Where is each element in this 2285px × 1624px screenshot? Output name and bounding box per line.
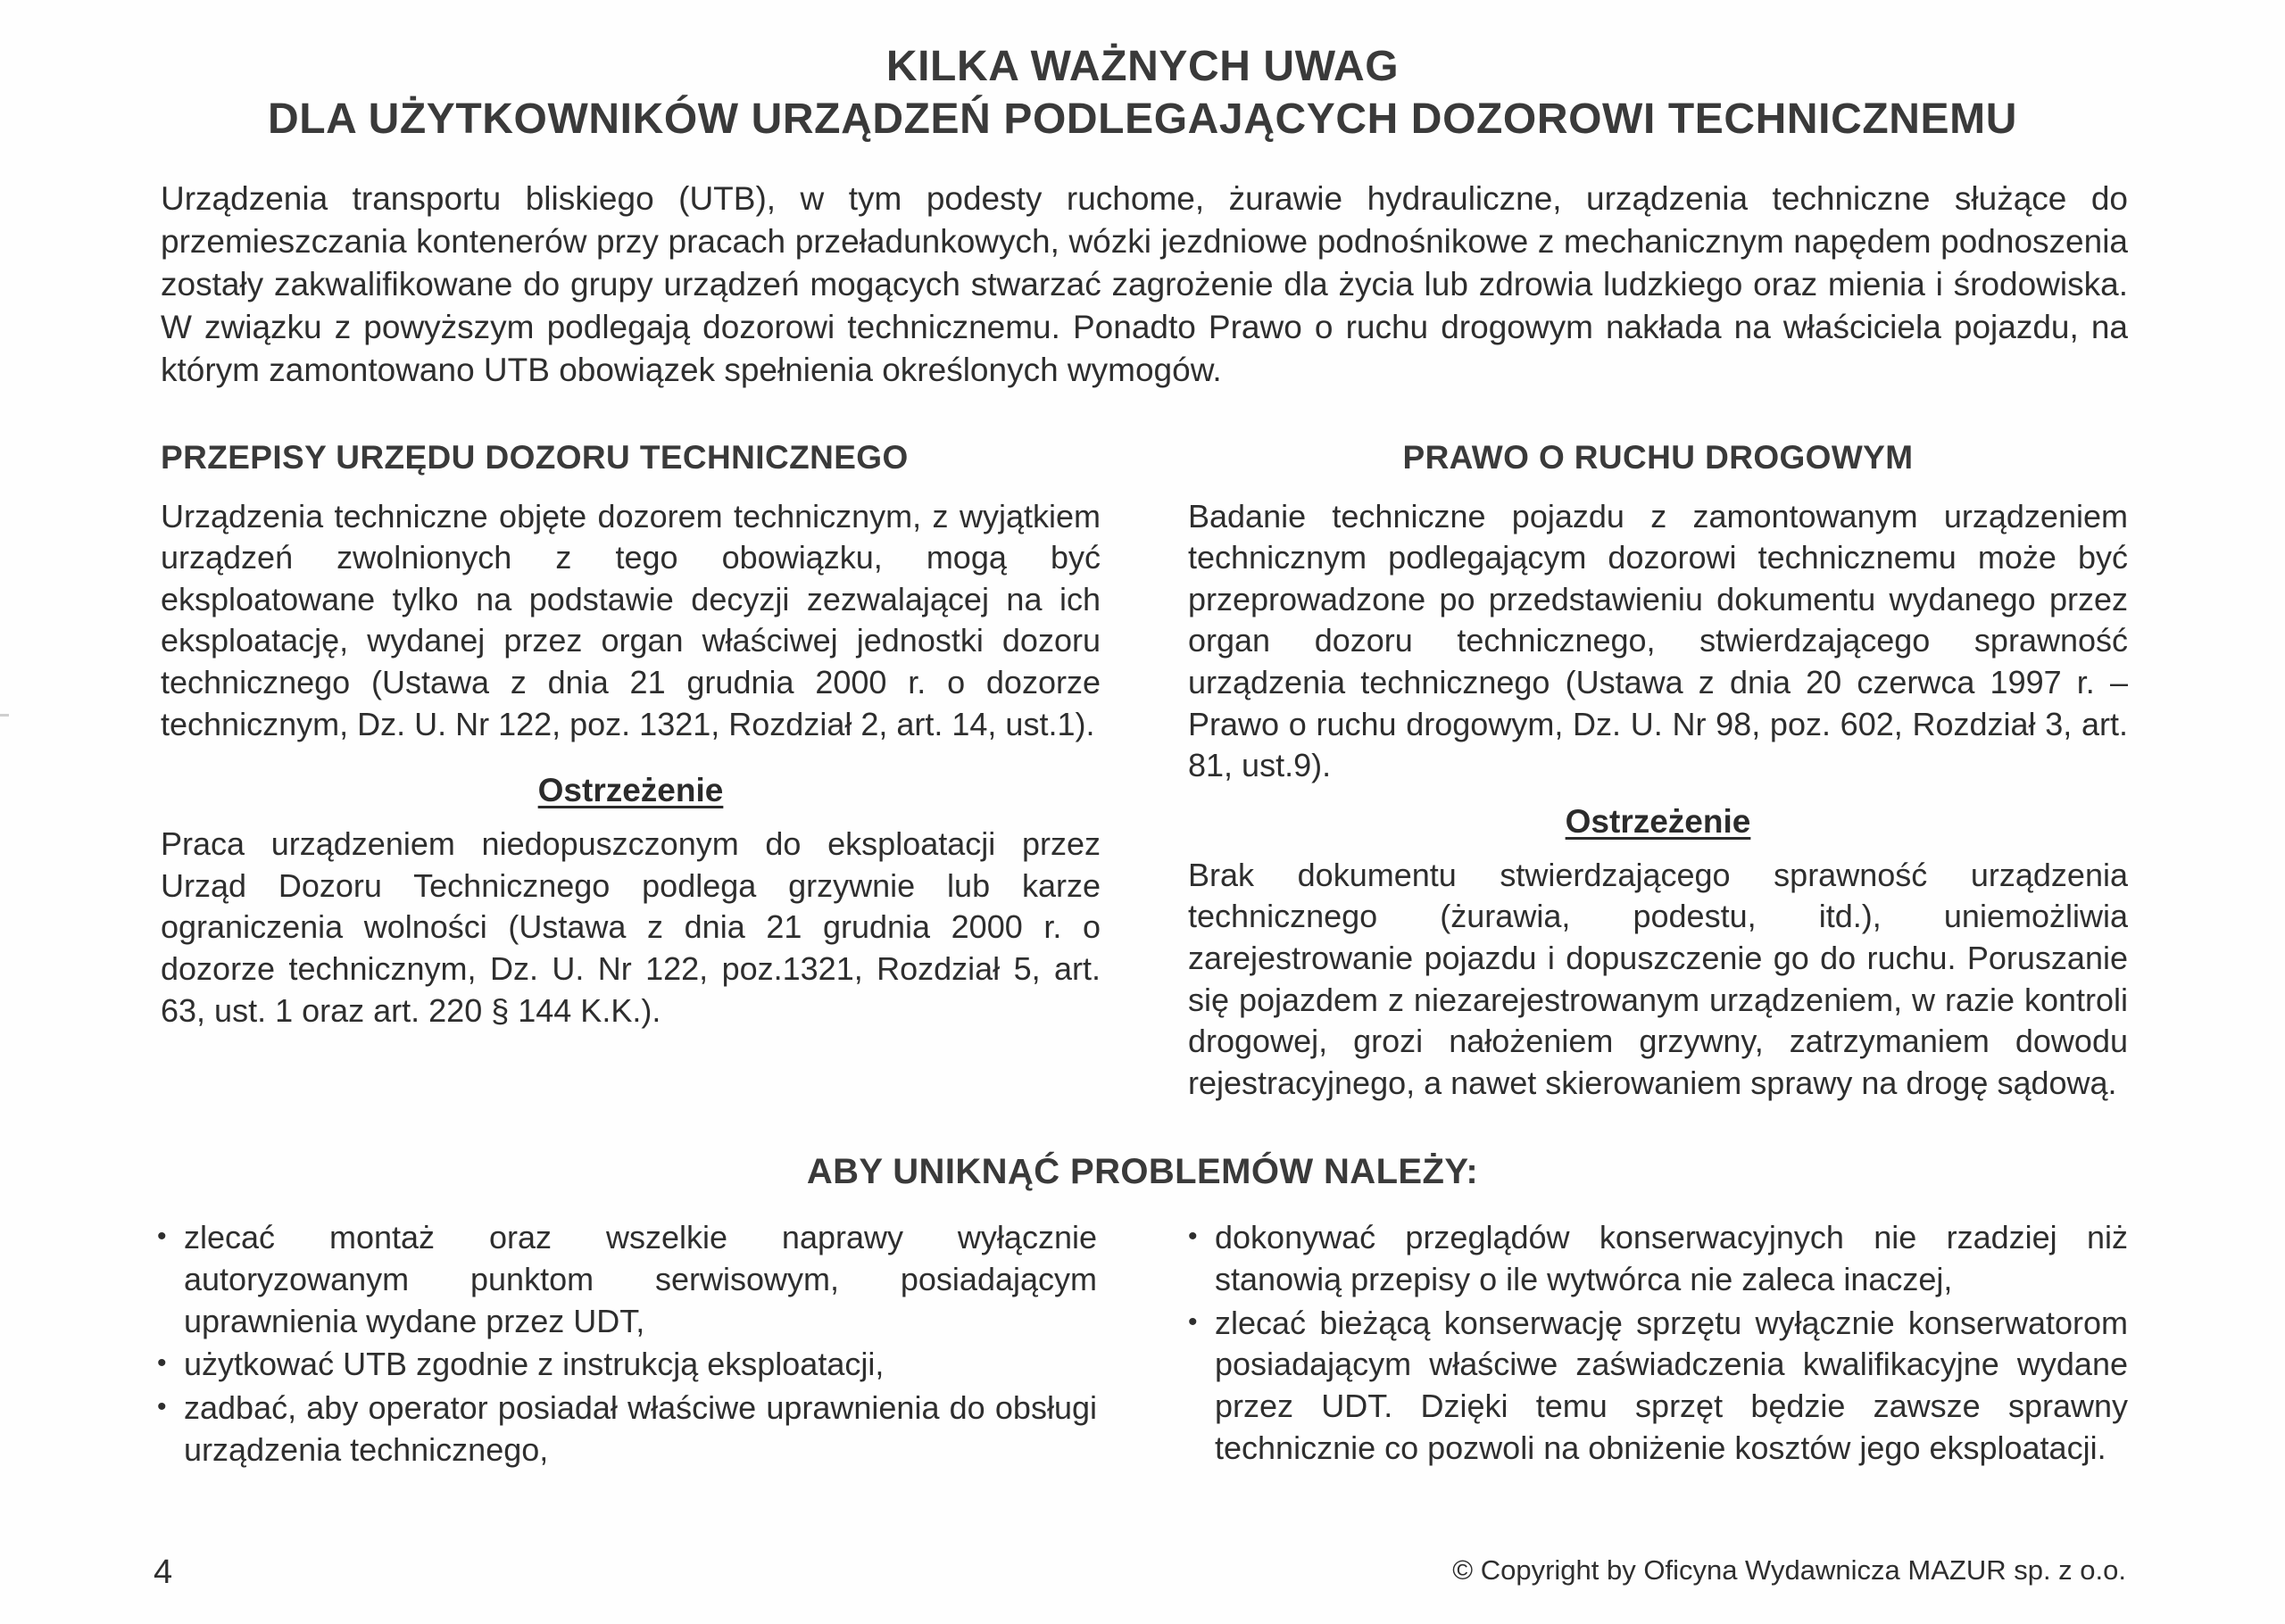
bottom-bullet-region (148, 1217, 2128, 1472)
left-warning-body: Praca urządzeniem niedopuszczonym do eksploatacji przez Urząd Dozoru Technicznego podlega grzywnie lub karze ograniczenia wolności (Ustawa z dnia 21 grudnia 2000 r. o dozorze technicznym, Dz. U. Nr 122, poz.1321, Rozdział 5, art. 63, ust. 1 oraz art. 220 § 144 K.K.). (161, 825, 1101, 1029)
bullet-list-left (148, 1217, 1097, 1471)
left-column-body: Urządzenia techniczne objęte dozorem technicznym, z wyjątkiem urządzeń zwolnionych z tego obowiązku, mogą być eksploatowane tylko na podstawie decyzji zezwalającej na ich eksploatację, wydanej przez organ właściwej jednostki dozoru technicznego (Ustawa z dnia 21 grudnia 2000 r. o dozorze technicznym, Dz. U. Nr 122, poz. 1321, Rozdział 2, art. 14, ust.1). (161, 497, 1101, 742)
right-warning-heading: Ostrzeżenie (1565, 802, 1751, 840)
title-line-secondary: DLA UŻYTKOWNIKÓW URZĄDZEŃ PODLEGAJĄCYCH DOZOROWI TECHNICZNEMU (267, 95, 2018, 143)
list-item: • zlecać bieżącą konserwację sprzętu wyłącznie konserwatorom posiadającym właściwe zaświadczenia kwalifikacyjne wydane przez UDT. Dzięki temu sprzęt będzie zawsze sprawny technicznie co pozwoli na obniżenie kosztów jego eksploatacji. (1215, 1303, 2128, 1469)
right-column-body: Badanie techniczne pojazdu z zamontowanym urządzeniem technicznym podlegającym dozorowi technicznemu może być przeprowadzone po przedstawieniu dokumentu wydanego przez organ dozoru technicznego, stwierdzającego sprawność urządzenia technicznego (Ustawa z dnia 20 czerwca 1997 r. – Prawo o ruchu drogowym, Dz. U. Nr 98, poz. 602, Rozdział 3, art. 81, ust.9). (1188, 497, 2128, 784)
two-column-region (161, 439, 2128, 1105)
left-column-heading: PRZEPISY URZĘDU DOZORU TECHNICZNEGO (161, 438, 909, 476)
title-line-primary: KILKA WAŻNYCH UWAG (885, 43, 1400, 90)
scan-edge-mark (0, 714, 9, 717)
bottom-section-heading: ABY UNIKNĄĆ PROBLEMÓW NALEŻY: (806, 1152, 1479, 1192)
column-right (1188, 439, 2128, 1105)
right-column-heading: PRAWO O RUCHU DROGOWYM (1402, 438, 1914, 476)
page-title (0, 0, 2285, 145)
bullet-column-left (148, 1217, 1097, 1472)
copyright-notice: © Copyright by Oficyna Wydawnicza MAZUR sp. z o.o. (1452, 1554, 2126, 1586)
intro-paragraph-block (161, 178, 2128, 392)
column-left (161, 439, 1101, 1105)
left-warning-heading: Ostrzeżenie (537, 772, 724, 809)
page-footer (0, 1542, 2285, 1592)
bullet-column-right (1179, 1217, 2128, 1472)
intro-paragraph: Urządzenia transportu bliskiego (UTB), w tym podesty ruchome, żurawie hydrauliczne, urządzenia techniczne służące do przemieszczania kontenerów przy pracach przeładunkowych, wózki jezdniowe podnośnikowe z mechanicznym napędem podnoszenia zostały zakwalifikowane do grupy urządzeń mogących stwarzać zagrożenie dla życia lub zdrowia ludzkiego oraz mienia i środowiska. W związku z powyższym podlegają dozorowi technicznemu. Ponadto Prawo o ruchu drogowym nakłada na właściciela pojazdu, na którym zamontowano UTB obowiązek spełnienia określonych wymogów. (161, 180, 2128, 389)
list-item: • zadbać, aby operator posiadał właściwe uprawnienia do obsługi urządzenia technicznego, (184, 1388, 1097, 1471)
list-item: • dokonywać przeglądów konserwacyjnych nie rzadziej niż stanowią przepisy o ile wytwórca nie zaleca inaczej, (1215, 1217, 2128, 1300)
page-number: 4 (154, 1554, 173, 1591)
list-item: • zlecać montaż oraz wszelkie naprawy wyłącznie autoryzowanym punktom serwisowym, posiadającym uprawnienia wydane przez UDT, (184, 1217, 1097, 1342)
bullet-list-right (1179, 1217, 2128, 1469)
right-warning-body: Brak dokumentu stwierdzającego sprawność urządzenia technicznego (żurawia, podestu, itd.), uniemożliwia zarejestrowanie pojazdu i dopuszczenie go do ruchu. Poruszanie się pojazdem z niezarejestrowanym urządzeniem, w razie kontroli drogowej, grozi nałożeniem grzywny, zatrzymaniem dowodu rejestracyjnego, a nawet skierowaniem sprawy na drogę sądową. (1188, 856, 2128, 1101)
list-item: • użytkować UTB zgodnie z instrukcją eksploatacji, (184, 1344, 1097, 1386)
